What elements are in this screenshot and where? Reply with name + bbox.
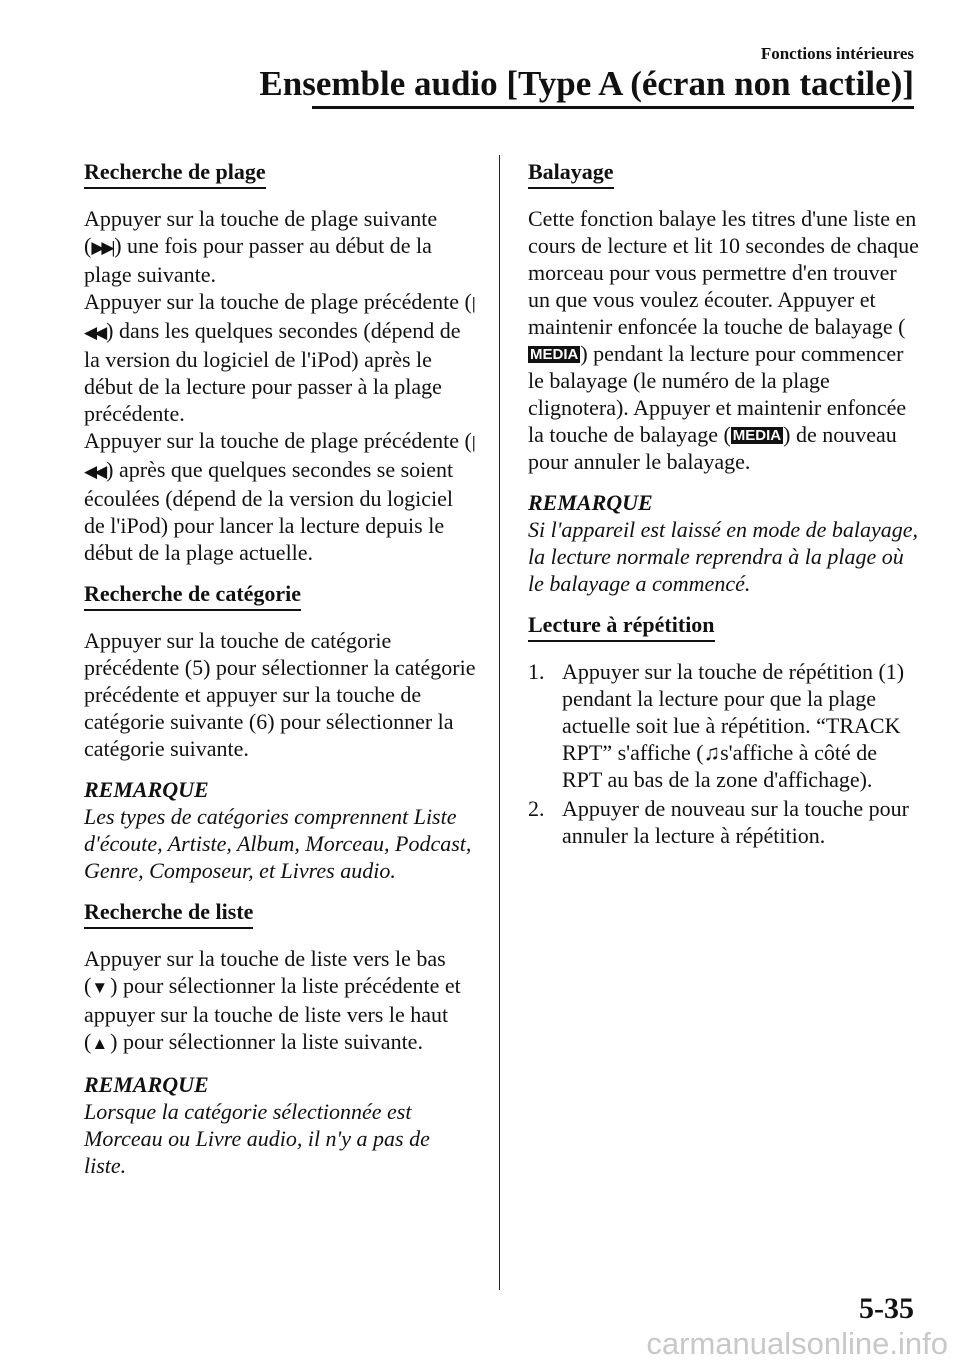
text: ) pour sélectionner la liste précédente et appuyer sur la touche de liste vers le haut ( — [84, 973, 461, 1054]
categorie-note — [84, 776, 476, 884]
categorie-paragraph: Appuyer sur la touche de catégorie précédente (5) pour sélectionner la catégorie précédente et appuyer sur la touche de catégorie suivante (6) pour sélectionner la catégorie suivante. — [84, 628, 476, 761]
heading-balayage: Balayage — [528, 159, 614, 189]
note-text: Les types de catégories comprennent Liste d'écoute, Artiste, Album, Morceau, Podcast, Genre, Composeur, et Livres audio. — [84, 804, 472, 883]
liste-paragraph — [84, 945, 476, 1057]
text: ) dans les quelques secondes (dépend de la version du logiciel de l'iPod) après le début de la lecture pour passer à la plage précédente. — [84, 318, 461, 426]
text: Appuyer sur la touche de plage suivante ( — [84, 206, 438, 258]
balayage-body — [528, 205, 920, 475]
list-item — [528, 795, 920, 849]
liste-body — [84, 945, 476, 1057]
media-icon: MEDIA — [732, 427, 782, 444]
text: ) pendant la lecture pour commencer le balayage (le numéro de la plage clignotera). Appuyer et maintenir enfoncée la touche de balayage ( — [528, 341, 907, 447]
note-text: Lorsque la catégorie sélectionnée est Morceau ou Livre audio, il n'y a pas de liste. — [84, 1099, 430, 1178]
text: Appuyer sur la touche de plage précédente ( — [84, 289, 472, 314]
header-rule — [312, 106, 914, 109]
liste-note — [84, 1071, 476, 1179]
text: ) une fois pour passer au début de la plage suivante. — [84, 233, 432, 287]
plage-paragraph-next — [84, 205, 476, 288]
text: ) de nouveau pour annuler le balayage. — [528, 422, 897, 474]
media-icon: MEDIA — [530, 346, 579, 363]
section-name — [761, 44, 914, 64]
text: s'affiche à côté de RPT au bas de la zone d'affichage). — [562, 740, 877, 792]
up-arrow-icon: ▲ — [91, 1034, 109, 1053]
text: ) après que quelques secondes se soient écoulées (dépend de la version du logiciel de l'iPod) pour lancer la lecture depuis le début de la plage actuelle. — [84, 457, 454, 565]
left-column — [84, 158, 476, 1193]
note-text: Si l'appareil est laissé en mode de balayage, la lecture normale reprendra à la plage où le balayage a commencé. — [528, 517, 919, 596]
plage-paragraph-prev — [84, 288, 476, 427]
text: Appuyer de nouveau sur la touche pour annuler la lecture à répétition. — [562, 796, 910, 848]
list-item — [528, 658, 920, 793]
heading-recherche-liste: Recherche de liste — [84, 899, 253, 929]
balayage-note — [528, 489, 920, 597]
plage-body — [84, 205, 476, 566]
previous-track-icon: |◀◀ — [84, 294, 473, 342]
watermark: carmanualsonline.info — [646, 1326, 948, 1361]
list-item-number: 2. — [528, 796, 545, 821]
page-number: 5-35 — [859, 1292, 914, 1325]
right-column — [528, 158, 920, 851]
plage-paragraph-restart — [84, 427, 476, 566]
chapter-title: Ensemble audio [Type A (écran non tactile)] — [259, 64, 914, 103]
music-note-icon: ♫ — [703, 740, 721, 765]
column-divider — [499, 155, 500, 1290]
text: ) pour sélectionner la liste suivante. — [110, 1029, 423, 1054]
heading-recherche-plage: Recherche de plage — [84, 159, 266, 189]
text: Appuyer sur la touche de répétition (1) pendant la lecture pour que la plage actuelle soit lue à répétition. “TRACK RPT” s'affiche ( — [562, 659, 905, 765]
balayage-paragraph — [528, 205, 920, 475]
note-label: REMARQUE — [84, 777, 209, 802]
categorie-body — [84, 627, 476, 762]
previous-track-icon: |◀◀ — [84, 433, 473, 481]
heading-recherche-categorie: Recherche de catégorie — [84, 581, 301, 611]
text: Appuyer sur la touche de liste vers le bas ( — [84, 946, 446, 998]
section-name-text: Fonctions intérieures — [760, 44, 914, 63]
note-label: REMARQUE — [528, 490, 653, 515]
down-arrow-icon: ▼ — [91, 978, 109, 997]
next-track-icon: ▶▶| — [91, 238, 113, 257]
text: Appuyer sur la touche de plage précédente ( — [84, 428, 472, 453]
list-item-number: 1. — [528, 659, 545, 684]
repetition-steps — [528, 658, 920, 849]
text: Cette fonction balaye les titres d'une liste en cours de lecture et lit 10 secondes de chaque morceau pour vous permettre d'en trouver un que vous voulez écouter. Appuyer et maintenir enfoncée la touche de balayage ( — [528, 206, 919, 339]
heading-lecture-repetition: Lecture à répétition — [528, 612, 715, 642]
note-label: REMARQUE — [84, 1072, 209, 1097]
